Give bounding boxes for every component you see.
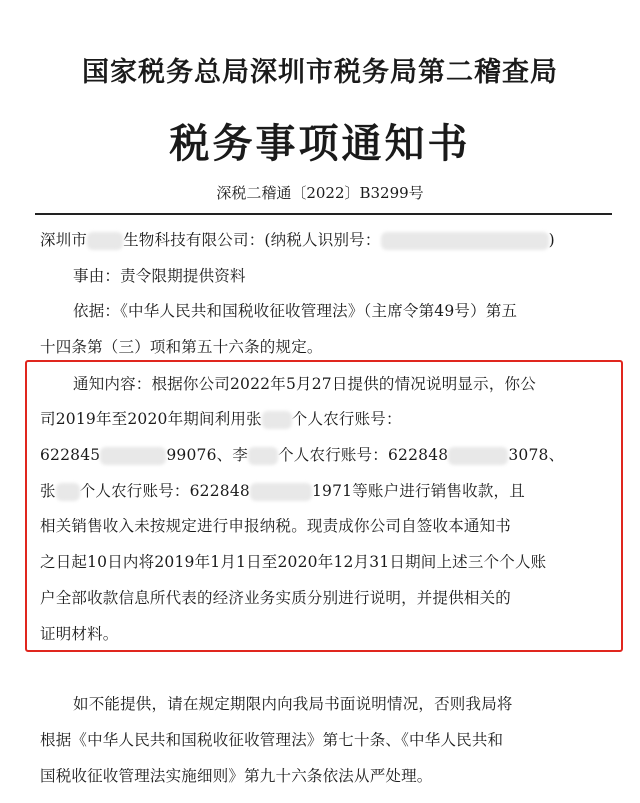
notice-line-2a: 司2019年至2020年期间利用张 bbox=[40, 410, 262, 428]
notice-line-4c: 1971等账户进行销售收款，且 bbox=[311, 482, 525, 500]
closing-line-2: 根据《中华人民共和国税收征收管理法》第七十条、《中华人民共和 bbox=[40, 731, 504, 749]
basis-line-2: 十四条第（三）项和第五十六条的规定。 bbox=[40, 338, 323, 356]
addressee-line bbox=[40, 228, 555, 250]
notice-line-6: 之日起10日内将2019年1月1日至2020年12月31日期间上述三个个人账 bbox=[40, 553, 547, 571]
redaction-blur bbox=[250, 483, 312, 501]
notice-line-3 bbox=[40, 443, 564, 465]
redaction-blur bbox=[381, 232, 549, 250]
document-number: 深税二稽通〔2022〕B3299号 bbox=[216, 184, 424, 202]
notice-line-8: 证明材料。 bbox=[40, 625, 119, 643]
redaction-blur bbox=[87, 232, 123, 250]
redaction-blur bbox=[100, 447, 166, 465]
redaction-blur bbox=[262, 411, 292, 429]
notice-line-7: 户全部收款信息所代表的经济业务实质分别进行说明，并提供相关的 bbox=[40, 589, 512, 607]
redaction-blur bbox=[56, 483, 80, 501]
header-divider bbox=[35, 213, 612, 215]
closing-line-3: 国税收征收管理法实施细则》第九十六条依法从严处理。 bbox=[40, 767, 433, 785]
notice-line-2b: 个人农行账号： bbox=[291, 410, 402, 428]
document-title: 税务事项通知书 bbox=[169, 120, 471, 167]
notice-line-4a: 张 bbox=[40, 482, 56, 500]
notice-line-3a: 622845 bbox=[40, 446, 101, 464]
notice-line-4b: 个人农行账号：622848 bbox=[79, 482, 250, 500]
notice-line-2 bbox=[40, 407, 402, 429]
notice-line-4 bbox=[40, 479, 525, 501]
basis-line-1: 依据：《中华人民共和国税收征收管理法》（主席令第49号）第五 bbox=[73, 302, 518, 320]
redaction-blur bbox=[448, 447, 508, 465]
addressee-suffix: ) bbox=[548, 231, 555, 249]
addressee-prefix: 深圳市 bbox=[40, 231, 88, 249]
notice-line-1: 通知内容：根据你公司2022年5月27日提供的情况说明显示，你公 bbox=[73, 375, 536, 393]
notice-line-3b: 99076、李 bbox=[166, 446, 249, 464]
addressee-company: 生物科技有限公司：(纳税人识别号： bbox=[123, 231, 381, 249]
reason-line: 事由：责令限期提供资料 bbox=[73, 267, 246, 285]
notice-line-3d: 3078、 bbox=[508, 446, 565, 464]
issuing-authority: 国家税务总局深圳市税务局第二稽查局 bbox=[82, 57, 558, 88]
notice-highlight-box bbox=[25, 360, 623, 652]
notice-line-5: 相关销售收入未按规定进行申报纳税。现责成你公司自签收本通知书 bbox=[40, 517, 512, 535]
redaction-blur bbox=[248, 447, 278, 465]
notice-line-3c: 个人农行账号：622848 bbox=[278, 446, 449, 464]
closing-line-1: 如不能提供，请在规定期限内向我局书面说明情况，否则我局将 bbox=[73, 695, 513, 713]
